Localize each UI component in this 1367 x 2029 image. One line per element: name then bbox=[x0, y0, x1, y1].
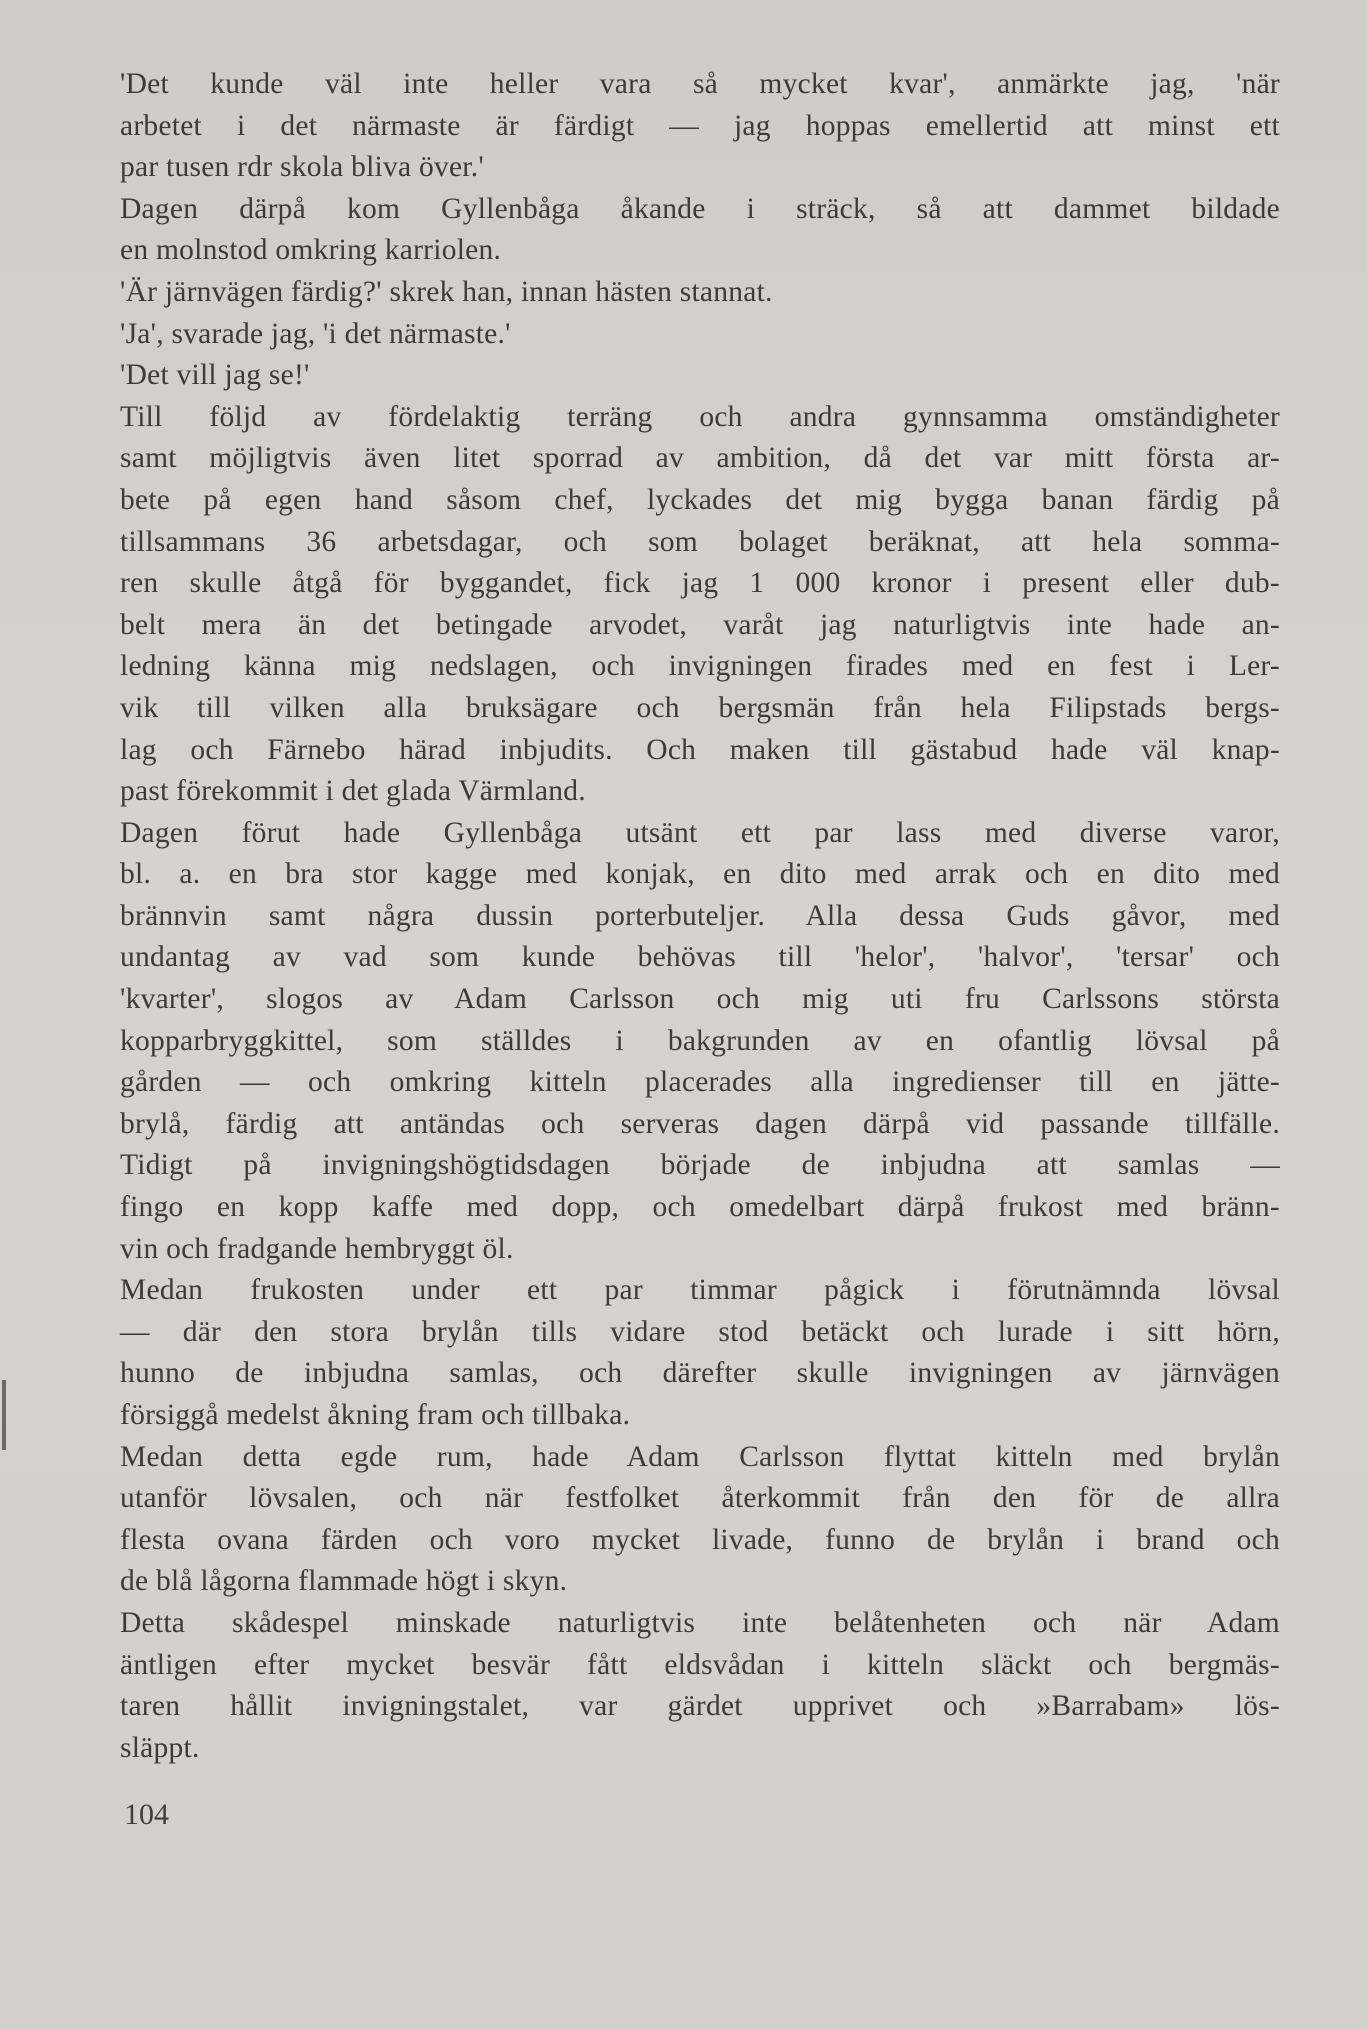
text-line: en molnstod omkring karriolen. bbox=[120, 234, 502, 267]
text-line: brännvin samt några dussin porterbuteljer. Alla dessa Guds gåvor, med bbox=[120, 899, 1280, 932]
text-line: bl. a. en bra stor kagge med konjak, en dito med arrak och en dito med bbox=[120, 858, 1280, 891]
text-line: Dagen förut hade Gyllenbåga utsänt ett par lass med diverse varor, bbox=[120, 816, 1280, 849]
text-line: — där den stora brylån tills vidare stod betäckt och lurade i sitt hörn, bbox=[120, 1315, 1280, 1348]
text-line: past förekommit i det glada Värmland. bbox=[120, 775, 586, 808]
text-line: lag och Färnebo härad inbjudits. Och maken till gästabud hade väl knap- bbox=[120, 733, 1280, 766]
text-line: ledning känna mig nedslagen, och invigningen firades med en fest i Ler- bbox=[120, 650, 1280, 683]
text-line: Tidigt på invigningshögtidsdagen började de inbjudna att samlas — bbox=[120, 1149, 1280, 1182]
text-line: Detta skådespel minskade naturligtvis inte belåtenheten och när Adam bbox=[120, 1606, 1280, 1639]
text-line: par tusen rdr skola bliva över.' bbox=[120, 151, 484, 184]
body-text bbox=[120, 64, 1280, 1769]
text-line: Medan detta egde rum, hade Adam Carlsson flyttat kitteln med brylån bbox=[120, 1440, 1280, 1473]
text-line: undantag av vad som kunde behövas till 'helor', 'halvor', 'tersar' och bbox=[120, 941, 1280, 974]
text-line: gården — och omkring kitteln placerades alla ingredienser till en jätte- bbox=[120, 1066, 1280, 1099]
text-line: bete på egen hand såsom chef, lyckades det mig bygga banan färdig på bbox=[120, 483, 1280, 516]
text-line: ren skulle åtgå för byggandet, fick jag 1 000 kronor i present eller dub- bbox=[120, 567, 1280, 600]
text-line: hunno de inbjudna samlas, och därefter skulle invigningen av järnvägen bbox=[120, 1357, 1280, 1390]
text-line: kopparbryggkittel, som ställdes i bakgrunden av en ofantlig lövsal på bbox=[120, 1024, 1280, 1057]
text-line: flesta ovana färden och voro mycket livade, funno de brylån i brand och bbox=[120, 1523, 1280, 1556]
text-line: brylå, färdig att antändas och serveras dagen därpå vid passande tillfälle. bbox=[120, 1107, 1280, 1140]
text-line: Medan frukosten under ett par timmar pågick i förutnämnda lövsal bbox=[120, 1274, 1280, 1307]
text-line: de blå lågorna flammade högt i skyn. bbox=[120, 1565, 568, 1598]
text-line: taren hållit invigningstalet, var gärdet upprivet och »Barrabam» lös- bbox=[120, 1690, 1280, 1723]
text-line: belt mera än det betingade arvodet, varåt jag naturligtvis inte hade an- bbox=[120, 608, 1280, 641]
text-line: 'Det kunde väl inte heller vara så mycket kvar', anmärkte jag, 'när bbox=[120, 68, 1280, 100]
text-line: vik till vilken alla bruksägare och bergsmän från hela Filipstads bergs- bbox=[120, 691, 1280, 724]
text-line: arbetet i det närmaste är färdigt — jag hoppas emellertid att minst ett bbox=[120, 109, 1280, 142]
text-line: utanför lövsalen, och när festfolket återkommit från den för de allra bbox=[120, 1482, 1280, 1515]
text-line: släppt. bbox=[120, 1731, 200, 1764]
text-line: tillsammans 36 arbetsdagar, och som bolaget beräknat, att hela somma- bbox=[120, 525, 1280, 558]
text-line: 'kvarter', slogos av Adam Carlsson och mig uti fru Carlssons största bbox=[120, 983, 1280, 1016]
text-line: vin och fradgande hembryggt öl. bbox=[120, 1232, 514, 1265]
page-number: 104 bbox=[124, 1798, 169, 1831]
text-line: fingo en kopp kaffe med dopp, och omedelbart därpå frukost med bränn- bbox=[120, 1191, 1280, 1224]
text-line: samt möjligtvis även litet sporrad av ambition, då det var mitt första ar- bbox=[120, 442, 1280, 475]
text-line: försiggå medelst åkning fram och tillbaka. bbox=[120, 1399, 631, 1431]
text-line: Till följd av fördelaktig terräng och andra gynnsamma omständigheter bbox=[120, 400, 1280, 433]
text-line: 'Det vill jag se!' bbox=[120, 359, 310, 392]
text-line: äntligen efter mycket besvär fått eldsvådan i kitteln släckt och bergmäs- bbox=[120, 1648, 1280, 1681]
page-edge-shadow bbox=[2, 1380, 6, 1450]
text-line: 'Är järnvägen färdig?' skrek han, innan hästen stannat. bbox=[120, 275, 773, 308]
text-line: Dagen därpå kom Gyllenbåga åkande i sträck, så att dammet bildade bbox=[120, 192, 1280, 225]
text-line: 'Ja', svarade jag, 'i det närmaste.' bbox=[120, 317, 511, 350]
